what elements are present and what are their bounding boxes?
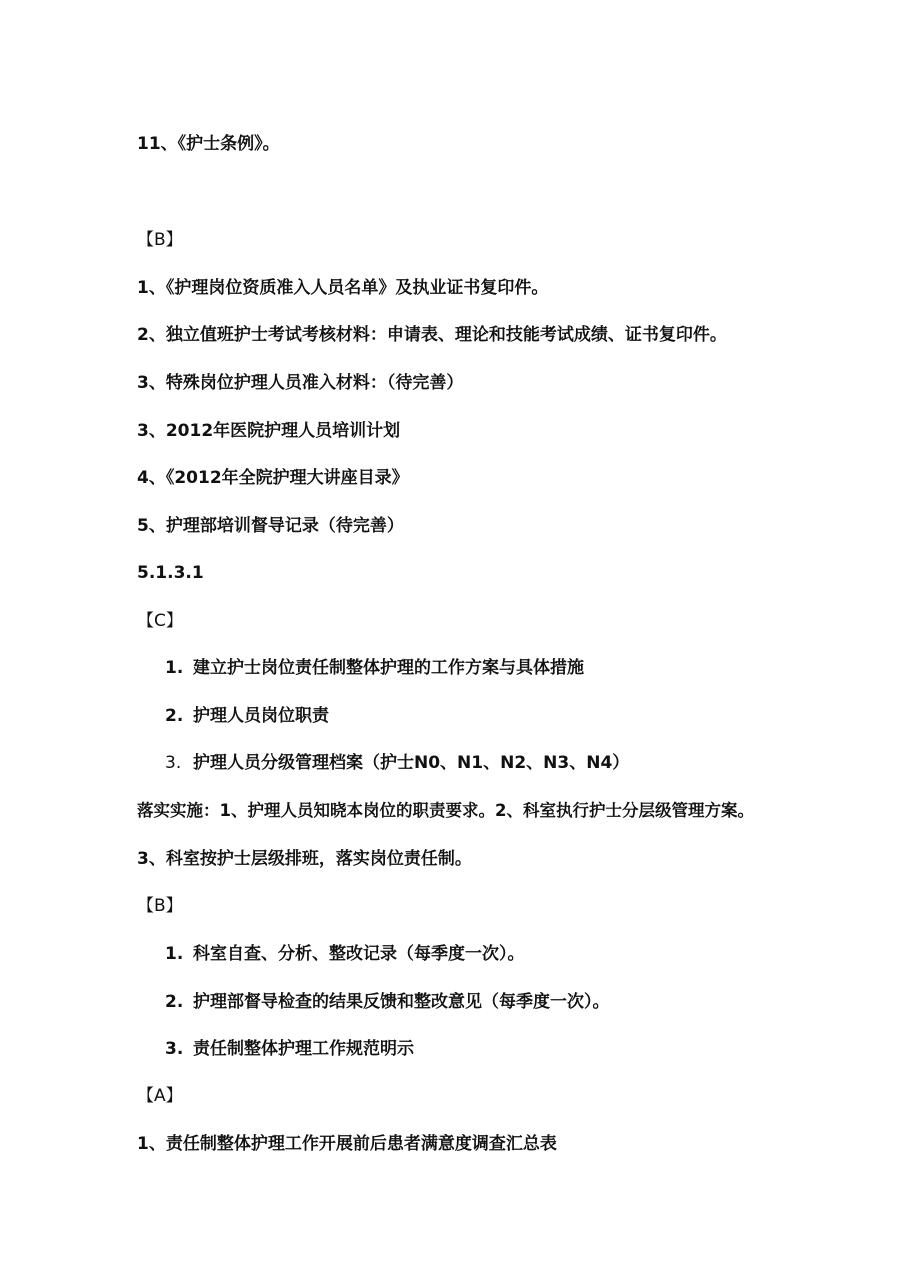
item-training-plan: 3、2012年医院护理人员培训计划 [137, 421, 401, 441]
item-special-post-materials: 3、特殊岗位护理人员准入材料：（待完善） [137, 373, 464, 393]
item-lecture-catalog: 4、《2012年全院护理大讲座目录》 [137, 468, 409, 488]
implementation-note: 落实实施：1、护理人员知晓本岗位的职责要求。2、科室执行护士分层级管理方案。 [137, 801, 754, 820]
list-text: 建立护士岗位责任制整体护理的工作方案与具体措施 [193, 658, 584, 678]
section-marker-c: 【C】 [137, 611, 183, 631]
list-item-b-3 [165, 1038, 414, 1060]
list-number: 1. [165, 658, 184, 678]
list-text: 护理人员分级管理档案（护士N0、N1、N2、N3、N4） [193, 753, 630, 773]
list-item-b-1 [165, 943, 525, 965]
list-text: 责任制整体护理工作规范明示 [193, 1039, 414, 1059]
item-training-supervision: 5、护理部培训督导记录（待完善） [137, 516, 404, 536]
item-independent-duty-exam: 2、独立值班护士考试考核材料：申请表、理论和技能考试成绩、证书复印件。 [137, 325, 727, 345]
list-text: 科室自查、分析、整改记录（每季度一次）。 [193, 944, 525, 964]
list-number: 3. [165, 1039, 184, 1059]
list-number: 3. [165, 753, 182, 773]
list-number: 2. [165, 706, 184, 726]
list-item-c-3 [165, 752, 629, 774]
section-marker-a: 【A】 [137, 1086, 183, 1106]
list-text: 护理人员岗位职责 [193, 706, 329, 726]
list-text: 护理部督导检查的结果反馈和整改意见（每季度一次）。 [193, 992, 610, 1012]
implementation-note-continued: 3、科室按护士层级排班，落实岗位责任制。 [137, 849, 472, 869]
section-marker-b-2: 【B】 [137, 896, 183, 916]
list-item-b-2 [165, 991, 610, 1013]
item-qualification-list: 1、《护理岗位资质准入人员名单》及执业证书复印件。 [137, 278, 549, 298]
section-marker-b: 【B】 [137, 230, 183, 250]
list-number: 1. [165, 944, 184, 964]
item-nurse-regulations: 11、《护士条例》。 [137, 134, 280, 154]
item-satisfaction-survey: 1、责任制整体护理工作开展前后患者满意度调查汇总表 [137, 1134, 557, 1154]
list-item-c-2 [165, 705, 329, 727]
list-number: 2. [165, 992, 184, 1012]
section-number: 5.1.3.1 [137, 563, 204, 583]
list-item-c-1 [165, 657, 584, 679]
